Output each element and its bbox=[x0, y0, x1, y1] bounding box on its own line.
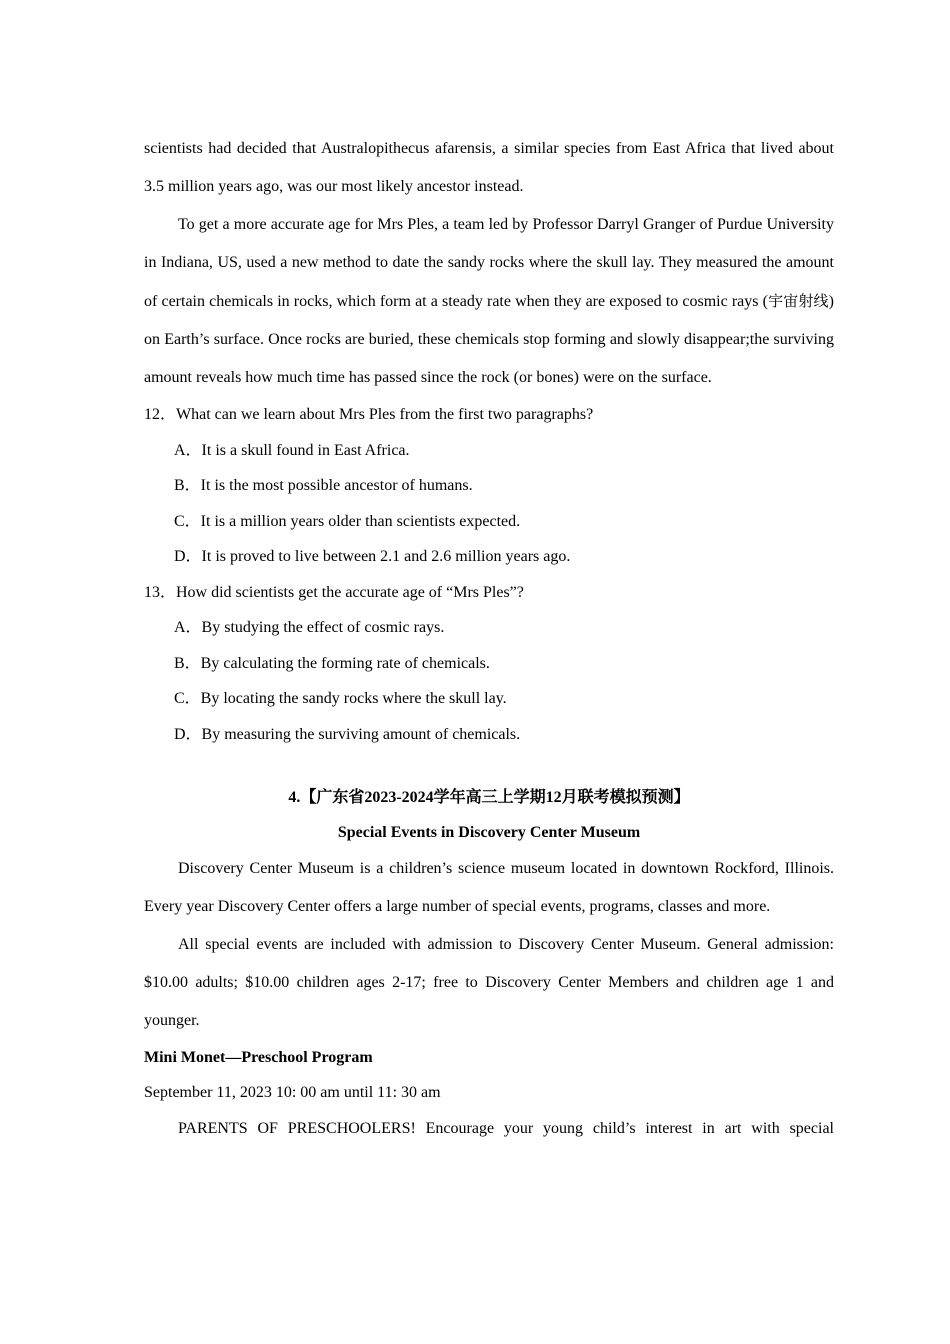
document-page bbox=[144, 130, 834, 1148]
paragraph-text: To get a more accurate age for Mrs Ples, a team led by Professor Darryl Granger of Purdue University in Indiana, US, used a new method to date the sandy rocks where the skull lay. They measured the amount of certain chemicals in rocks, which form at a steady rate when they are exposed to cosmic rays ( bbox=[144, 216, 834, 310]
answer-option: B．By calculating the forming rate of chemicals. bbox=[174, 654, 490, 672]
answer-option: D．By measuring the surviving amount of chemicals. bbox=[174, 725, 521, 743]
paragraph-text: ) on Earth’s surface. Once rocks are buried, these chemicals stop forming and slowly disappear;the surviving amount reveals how much time has passed since the rock (or bones) were on the surface. bbox=[144, 293, 834, 386]
event-title: Mini Monet—Preschool Program bbox=[144, 1049, 373, 1066]
section-spacer bbox=[144, 752, 834, 780]
answer-option: A．By studying the effect of cosmic rays. bbox=[174, 619, 445, 636]
event-description: PARENTS OF PRESCHOOLERS! Encourage your young child’s interest in art with special bbox=[178, 1120, 834, 1137]
passage-paragraph-continued: scientists had decided that Australopithecus afarensis, a similar species from East Africa that lived about 3.5 million years ago, was our most likely ancestor instead. bbox=[144, 140, 834, 195]
question-stem: 12．What can we learn about Mrs Ples from the first two paragraphs? bbox=[144, 406, 594, 423]
answer-option: C．It is a million years older than scientists expected. bbox=[174, 512, 521, 530]
section-source-heading: 4.【广东省2023-2024学年高三上学期12月联考模拟预测】 bbox=[288, 789, 690, 806]
section-title: Special Events in Discovery Center Museum bbox=[337, 824, 641, 841]
chinese-gloss: 宇宙射线 bbox=[767, 292, 829, 310]
passage-paragraph: All special events are included with admission to Discovery Center Museum. General admission: $10.00 adults; $10.00 children ages 2-17; free to Discovery Center Members and children age 1 and younger. bbox=[144, 936, 834, 1029]
answer-option: B．It is the most possible ancestor of humans. bbox=[174, 477, 473, 494]
question-13 bbox=[144, 575, 834, 753]
event-date: September 11, 2023 10: 00 am until 11: 30 am bbox=[144, 1084, 441, 1101]
answer-option: D．It is proved to live between 2.1 and 2.6 million years ago. bbox=[174, 548, 571, 565]
passage-paragraph: Discovery Center Museum is a children’s science museum located in downtown Rockford, Illinois. Every year Discovery Center offers a large number of special events, programs, classes and more. bbox=[144, 860, 834, 915]
passage-paragraph bbox=[144, 206, 834, 397]
question-stem: 13．How did scientists get the accurate age of “Mrs Ples”? bbox=[144, 583, 524, 601]
answer-option: C．By locating the sandy rocks where the skull lay. bbox=[174, 690, 507, 707]
question-12 bbox=[144, 397, 834, 575]
answer-option: A．It is a skull found in East Africa. bbox=[174, 441, 410, 459]
